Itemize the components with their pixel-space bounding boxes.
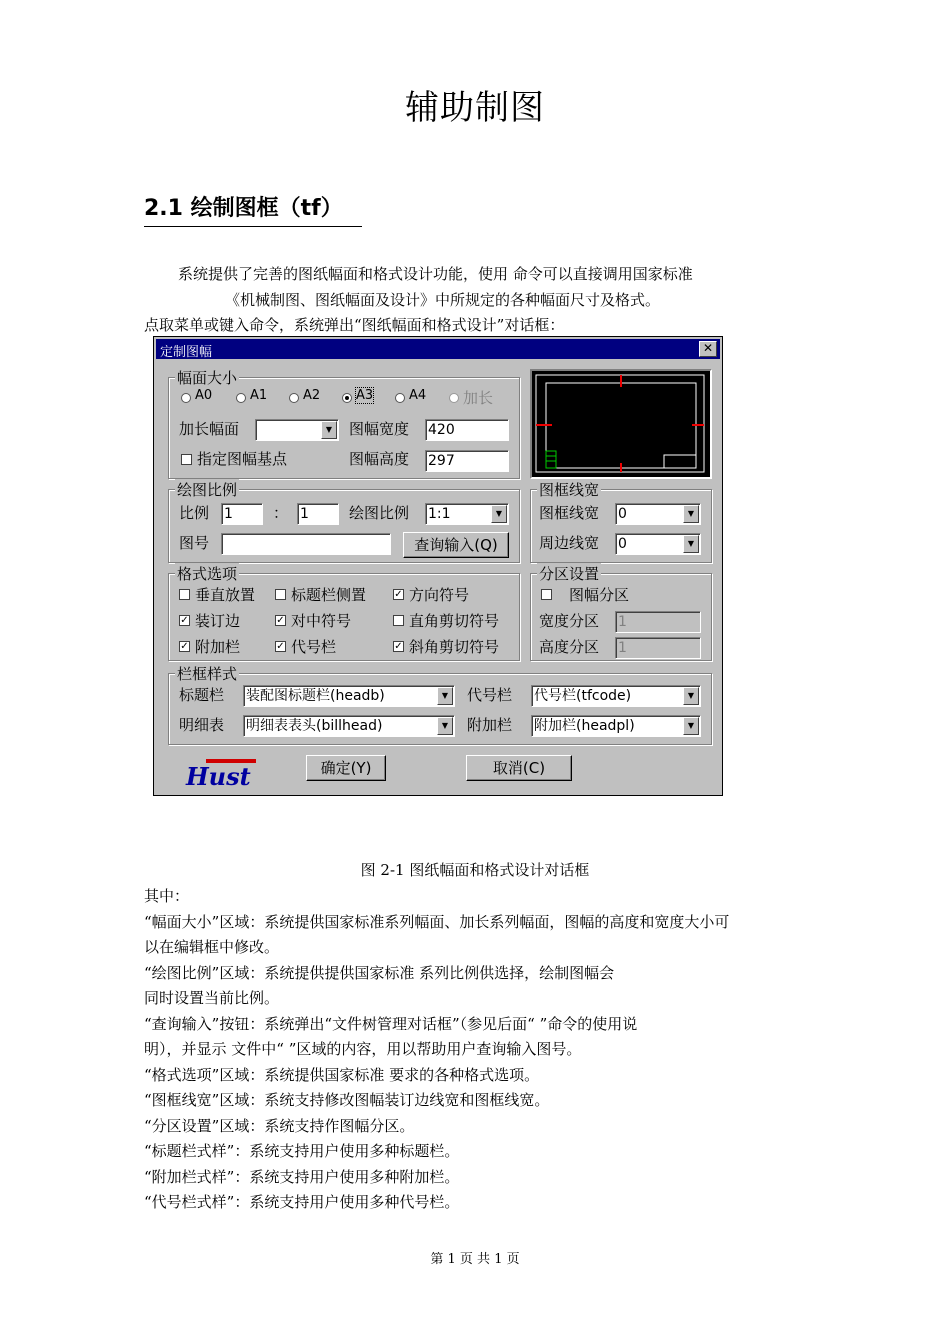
cancel-button[interactable]: 取消(C) [466,755,572,781]
linewidth-group [530,481,712,563]
chevron-down-icon[interactable]: ▼ [683,717,699,735]
chevron-down-icon[interactable]: ▼ [683,505,699,523]
frame-preview [530,369,712,479]
zone-checkbox-label: 图幅分区 [569,586,630,604]
body-line: 同时设置当前比例。 [144,989,280,1007]
zone-w-input[interactable]: 1 [615,611,701,633]
base-point-checkbox[interactable] [181,454,192,465]
body-line: “格式选项”区域：系统提供国家标准 要求的各种格式选项。 [144,1065,540,1084]
page-footer: 第 1 页 共 1 页 [430,1252,520,1267]
opt-addbar-label: 附加栏 [195,638,241,656]
query-button[interactable]: 查询输入(Q) [403,532,509,558]
width-input[interactable]: 420 [425,419,509,441]
zone-h-label: 高度分区 [539,638,600,656]
ratio-b-input[interactable]: 1 [297,503,339,525]
ext-size-label: 加长幅面 [179,420,240,438]
title-bar-select[interactable] [243,685,455,707]
code-bar-select[interactable] [531,685,701,707]
draw-scale-select[interactable] [425,503,509,525]
zone-w-label: 宽度分区 [539,612,600,630]
zone-group-label: 分区设置 [539,565,600,583]
ratio-a-input[interactable]: 1 [221,503,263,525]
dialog-titlebar[interactable] [156,339,720,359]
ratio-label: 比例 [179,504,210,522]
frame-preview-svg [532,371,710,477]
radio-a0-label: A0 [195,388,213,403]
opt-vertical-checkbox[interactable] [179,589,190,600]
title-bar-label: 标题栏 [179,686,225,704]
width-label: 图幅宽度 [349,420,410,438]
body-line: “代号栏式样”：系统支持用户使用多种代号栏。 [144,1193,460,1211]
chevron-down-icon[interactable]: ▼ [321,421,337,439]
opt-center-checkbox[interactable]: ✓ [276,615,285,626]
close-icon[interactable]: ✕ [699,341,717,357]
chevron-down-icon[interactable]: ▼ [491,505,507,523]
frame-lw-select[interactable] [615,503,701,525]
frame-lw-value: 0 [618,506,627,522]
style-group [168,665,712,745]
detail-value: 明细表表头(billhead) [246,718,383,734]
zone-group [530,565,712,661]
add-bar-label: 附加栏 [467,716,513,734]
body-line: 以在编辑框中修改。 [144,938,280,956]
intro-line-2: 《机械制图、图纸幅面及设计》中所规定的各种幅面尺寸及格式。 [225,291,661,309]
ok-button[interactable]: 确定(Y) [306,755,386,781]
style-group-label: 栏框样式 [177,665,238,683]
add-bar-value: 附加栏(headpl) [534,718,635,734]
hust-logo [184,757,260,789]
section-underline [144,226,362,227]
format-group [168,565,520,661]
opt-vertical-label: 垂直放置 [195,586,256,604]
base-point-label: 指定图幅基点 [197,450,288,468]
radio-a3-label: A3 [356,388,374,403]
linewidth-group-label: 图框线宽 [539,481,600,499]
detail-label: 明细表 [179,716,225,734]
radio-a2-label: A2 [303,388,321,403]
code-bar-label: 代号栏 [467,686,513,704]
code-bar-value: 代号栏(tfcode) [534,688,632,704]
dialog-window [153,336,723,796]
body-text [144,886,729,1218]
hust-logo-svg [184,757,260,789]
chevron-down-icon[interactable]: ▼ [437,717,453,735]
intro-line-1: 系统提供了完善的图纸幅面和格式设计功能，使用 命令可以直接调用国家标准 [178,265,693,283]
body-line: “查询输入”按钮：系统弹出“文件树管理对话框”（参见后面“ ”命令的使用说 [144,1014,638,1033]
body-line: “附加栏式样”：系统支持用户使用多种附加栏。 [144,1167,460,1186]
add-bar-select[interactable] [531,715,701,737]
radio-extend[interactable] [449,393,459,403]
opt-codebar-checkbox[interactable]: ✓ [276,641,285,652]
radio-a2[interactable] [289,393,299,403]
radio-a4[interactable] [395,393,405,403]
frame-lw-label: 图框线宽 [539,504,600,522]
body-line: “绘图比例”区域：系统提供提供国家标准 系列比例供选择，绘制图幅会 [144,963,615,982]
chevron-down-icon[interactable]: ▼ [683,687,699,705]
drawing-no-label: 图号 [179,534,210,552]
scale-group [168,481,520,563]
intro-line-3: 点取菜单或键入命令，系统弹出“图纸幅面和格式设计”对话框： [144,316,565,334]
ratio-colon: ： [273,504,289,522]
format-group-label: 格式选项 [177,565,238,583]
size-group [168,369,520,479]
opt-oblique-cut-label: 斜角剪切符号 [409,638,500,656]
border-lw-select[interactable] [615,533,701,555]
opt-codebar-label: 代号栏 [291,638,337,656]
radio-a3[interactable] [342,393,352,403]
body-line: “标题栏式样”：系统支持用户使用多种标题栏。 [144,1142,460,1160]
draw-scale-value: 1:1 [428,506,451,522]
hust-logo-text: Hust [186,762,251,789]
title-bar-value: 装配图标题栏(headb) [246,688,385,704]
page-title: 辅助制图 [405,88,545,128]
section-heading: 2.1 绘制图框（tf） [144,196,343,221]
draw-scale-label: 绘图比例 [349,504,410,522]
dialog-title: 定制图幅 [160,345,213,360]
zone-h-input[interactable]: 1 [615,637,701,659]
radio-a1-label: A1 [250,388,268,403]
opt-binding-label: 装订边 [195,612,241,630]
body-line: 其中： [144,887,190,905]
radio-extend-label: 加长 [463,389,494,407]
chevron-down-icon[interactable]: ▼ [437,687,453,705]
radio-a0[interactable] [181,393,191,403]
figure-caption: 图 2-1 图纸幅面和格式设计对话框 [360,861,590,879]
opt-center-label: 对中符号 [291,612,352,630]
opt-direction-checkbox[interactable]: ✓ [394,589,403,600]
detail-select[interactable] [243,715,455,737]
radio-a4-label: A4 [409,388,427,403]
opt-addbar-checkbox[interactable]: ✓ [180,641,189,652]
body-line: “图框线宽”区域：系统支持修改图幅装订边线宽和图框线宽。 [144,1091,550,1109]
chevron-down-icon[interactable]: ▼ [683,535,699,553]
border-lw-value: 0 [618,536,627,552]
drawing-no-input[interactable] [221,533,391,555]
height-label: 图幅高度 [349,450,410,468]
opt-direction-label: 方向符号 [409,586,470,604]
scale-group-label: 绘图比例 [177,481,238,499]
opt-right-cut-label: 直角剪切符号 [409,612,500,630]
height-input[interactable]: 297 [425,450,509,472]
size-group-label: 幅面大小 [177,369,238,387]
ext-size-select[interactable] [255,419,339,441]
opt-right-cut-checkbox[interactable] [393,615,404,626]
border-lw-label: 周边线宽 [539,534,600,552]
opt-titlebar-side-checkbox[interactable] [275,589,286,600]
body-line: 明），并显示 文件中“ ”区域的内容，用以帮助用户查询输入图号。 [144,1040,582,1058]
radio-a1[interactable] [236,393,246,403]
opt-binding-checkbox[interactable]: ✓ [180,615,189,626]
zone-checkbox[interactable] [541,589,552,600]
body-line: “幅面大小”区域：系统提供国家标准系列幅面、加长系列幅面，图幅的高度和宽度大小可 [144,912,730,931]
opt-titlebar-side-label: 标题栏侧置 [291,586,367,604]
opt-oblique-cut-checkbox[interactable]: ✓ [394,641,403,652]
body-line: “分区设置”区域：系统支持作图幅分区。 [144,1116,415,1135]
